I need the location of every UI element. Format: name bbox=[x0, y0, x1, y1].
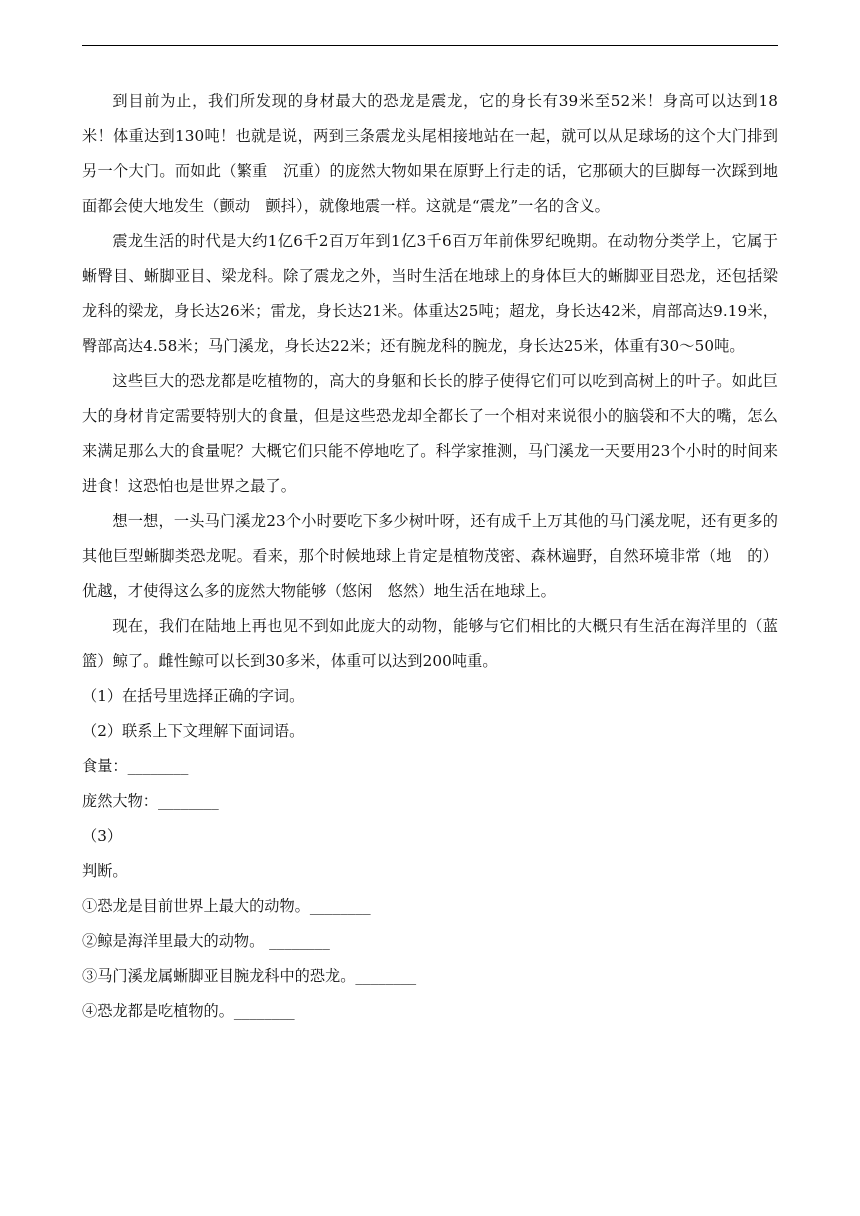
question-3-item-1: ①恐龙是目前世界上最大的动物。________ bbox=[82, 897, 371, 915]
passage-paragraph-3: 这些巨大的恐龙都是吃植物的，高大的身躯和长长的脖子使得它们可以吃到高树上的叶子。如此巨大的身材肯定需要特别大的食量，但是这些恐龙却全都长了一个相对来说很小的脑袋和不大的嘴，怎么来满足那么大的食量呢？大概它们只能不停地吃了。科学家推测，马门溪龙一天要用23个小时的时间来进食！这恐怕也是世界之最了。 bbox=[82, 372, 778, 495]
question-2-item-food-amount: 食量：________ bbox=[82, 757, 189, 775]
question-2: （2）联系上下文理解下面词语。 bbox=[82, 722, 305, 740]
document-body bbox=[82, 84, 794, 1029]
question-3-item-4: ④恐龙都是吃植物的。________ bbox=[82, 1002, 295, 1020]
header-rule bbox=[82, 45, 778, 46]
question-3-item-2: ②鲸是海洋里最大的动物。 ________ bbox=[82, 932, 330, 950]
passage-paragraph-1: 到目前为止，我们所发现的身材最大的恐龙是震龙，它的身长有39米至52米！身高可以达到18米！体重达到130吨！也就是说，两到三条震龙头尾相接地站在一起，就可以从足球场的这个大门排到另一个大门。而如此（繁重 沉重）的庞然大物如果在原野上行走的话，它那硕大的巨脚每一次踩到地面都会使大地发生（颤动 颤抖），就像地震一样。这就是“震龙”一名的含义。 bbox=[82, 92, 778, 215]
passage-paragraph-5: 现在，我们在陆地上再也见不到如此庞大的动物，能够与它们相比的大概只有生活在海洋里的（蓝 篮）鲸了。雌性鲸可以长到30多米，体重可以达到200吨重。 bbox=[82, 617, 794, 670]
question-3: （3） bbox=[82, 827, 123, 845]
question-2-item-giant: 庞然大物：________ bbox=[82, 792, 219, 810]
passage-paragraph-4: 想一想，一头马门溪龙23个小时要吃下多少树叶呀，还有成千上万其他的马门溪龙呢，还有更多的其他巨型蜥脚类恐龙呢。看来，那个时候地球上肯定是植物茂密、森林遍野，自然环境非常（地 的）优越，才使得这么多的庞然大物能够（悠闲 悠然）地生活在地球上。 bbox=[82, 512, 778, 600]
passage-paragraph-2: 震龙生活的时代是大约1亿6千2百万年到1亿3千6百万年前侏罗纪晚期。在动物分类学上，它属于蜥臀目、蜥脚亚目、梁龙科。除了震龙之外，当时生活在地球上的身体巨大的蜥脚亚目恐龙，还包括梁龙科的梁龙，身长达26米；雷龙，身长达21米。体重达25吨；超龙，身长达42米，肩部高达9.19米，臀部高达4.58米；马门溪龙，身长达22米；还有腕龙科的腕龙，身长达25米，体重有30～50吨。 bbox=[82, 232, 778, 355]
question-1: （1）在括号里选择正确的字词。 bbox=[82, 687, 305, 705]
question-3-item-3: ③马门溪龙属蜥脚亚目腕龙科中的恐龙。________ bbox=[82, 967, 417, 985]
question-3-intro: 判断。 bbox=[82, 862, 128, 880]
